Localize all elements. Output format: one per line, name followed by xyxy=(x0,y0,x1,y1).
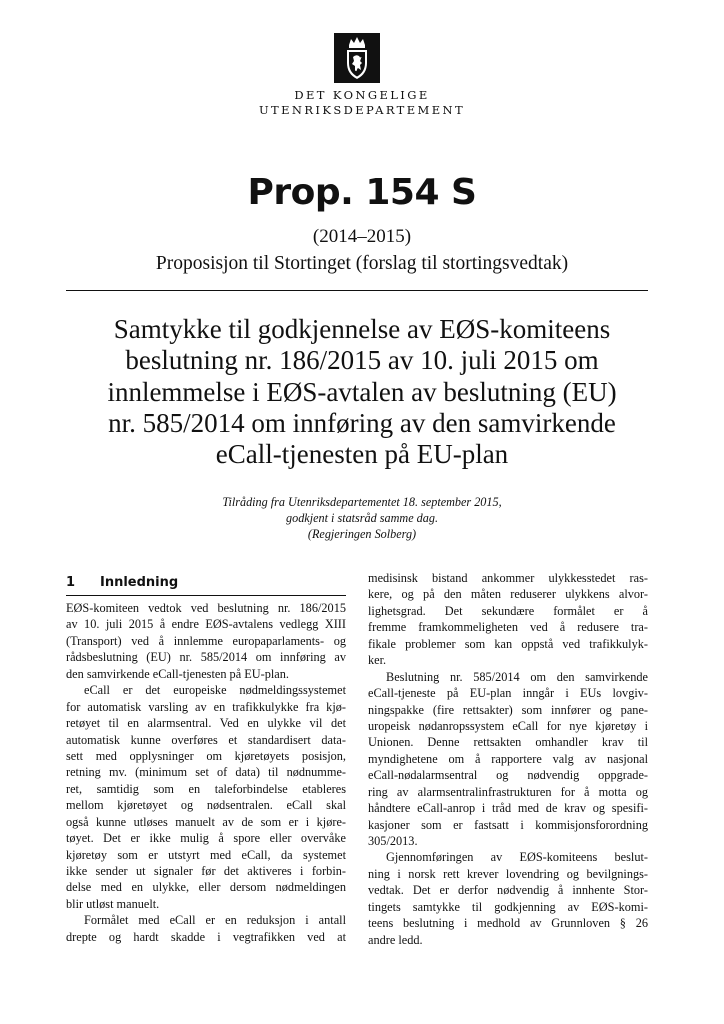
text-line: eCall-tjeneste på EU-plan inngår i EUs lovgiv- xyxy=(368,686,648,701)
text-line: drepte og hardt skadde i vegtrafikken ved at xyxy=(66,929,346,944)
text-line: myndighetene om å rapportere valg av nasjonal xyxy=(368,751,648,766)
main-title-line: innlemmelse i EØS-avtalen av beslutning (EU) xyxy=(107,376,617,407)
proposition-years: (2014–2015) xyxy=(312,226,412,247)
text-line: kere, og på den måten reduserer ulykkens alvor- xyxy=(368,587,648,602)
department-name-line2: UTENRIKSDEPARTEMENT xyxy=(258,103,466,117)
text-line: tøyet. Det er ikke mulig å spore eller overvåke xyxy=(66,831,346,846)
text-line: sett med opplysninger om kjøretøyets posisjon, xyxy=(66,748,346,763)
main-title-line: Samtykke til godkjennelse av EØS-komiteens xyxy=(113,314,611,344)
text-line: blir utløst manuelt. xyxy=(66,896,160,911)
text-line: Formålet med eCall er en reduksjon i antall xyxy=(84,913,346,928)
department-name-line1: DET KONGELIGE xyxy=(294,88,430,102)
proposition-subtitle: Proposisjon til Stortinget (forslag til stortingsvedtak) xyxy=(155,253,569,274)
section-divider xyxy=(66,595,346,596)
main-title xyxy=(60,314,664,470)
text-line: fremme framkommeligheten ved å redusere tra- xyxy=(368,620,648,635)
text-line: 305/2013. xyxy=(368,834,418,848)
section-number: 1 xyxy=(66,575,76,590)
text-line: fikale problemer som kan oppstå ved trafikkulyk- xyxy=(368,636,648,651)
text-line: uropeisk nødanropssystem eCall for nye kjøretøy i xyxy=(368,718,648,733)
text-line: ker. xyxy=(368,653,387,668)
text-line: kasjoner som er fastsatt i kommisjonsforordning xyxy=(368,817,648,832)
text-line: andre ledd. xyxy=(368,932,423,947)
section-title: Innledning xyxy=(100,575,179,590)
recommendation-line: Tilråding fra Utenriksdepartementet 18. september 2015, xyxy=(222,495,502,509)
proposition-title: Prop. 154 S xyxy=(247,172,477,213)
left-column xyxy=(66,600,346,945)
recommendation-line: godkjent i statsråd samme dag. xyxy=(286,510,438,525)
text-line: Gjennomføringen av EØS-komiteens beslut- xyxy=(386,850,648,865)
recommendation-note xyxy=(162,495,562,542)
text-line: teens beslutning i medhold av Grunnloven § 26 xyxy=(368,916,648,931)
text-line: delse med en ulykke, eller dersom nødmeldingen xyxy=(66,880,346,895)
section-heading xyxy=(66,575,346,590)
text-line: automatisk kunne overføres et standardisert data- xyxy=(66,732,346,747)
text-line: av 10. juli 2015 å endre EØS-avtalens vedlegg XIII xyxy=(66,617,346,632)
text-line: retning mv. (minimum set of data) til nødnumme- xyxy=(66,765,346,780)
text-line: for automatisk varsling av en trafikkulykke fra kjø- xyxy=(66,699,346,714)
text-line: Beslutning nr. 585/2014 om den samvirkende xyxy=(386,669,648,684)
text-line: (Transport) ved å innlemme europaparlaments- og xyxy=(66,633,346,648)
text-line: rådsbeslutning (EU) nr. 585/2014 om innføring av xyxy=(66,650,346,665)
text-line: ret, samtidig som en taleforbindelse etableres xyxy=(66,781,346,796)
main-title-line: eCall-tjenesten på EU-plan xyxy=(215,439,509,470)
text-line: retøyet til en alarmsentral. Ved en ulykke vil det xyxy=(66,716,346,731)
title-divider xyxy=(66,290,648,291)
text-line: eCall-nødalarmsentral og nødvendig oppgrade- xyxy=(368,768,648,783)
text-line: EØS-komiteen vedtok ved beslutning nr. 186/2015 xyxy=(66,601,346,615)
text-line: ningspakke (fire rettsakter) som innfører og pane- xyxy=(368,702,648,717)
text-line: eCall er det europeiske nødmeldingssystemet xyxy=(84,683,346,698)
text-line: ning i norsk rett krever lovendring og bevilgnings- xyxy=(368,866,648,881)
text-line: ring av alarmsentralinfrastrukturen for å motta og xyxy=(368,784,648,799)
text-line: vedtak. Det er derfor nødvendig å innhente Stor- xyxy=(368,883,648,898)
text-line: medisinsk bistand ankommer ulykkesstedet ras- xyxy=(368,571,648,585)
main-title-line: nr. 585/2014 om innføring av den samvirkende xyxy=(108,407,616,438)
main-title-line: beslutning nr. 186/2015 av 10. juli 2015 om xyxy=(125,345,599,376)
right-column xyxy=(368,570,648,948)
text-line: kjøretøy som er utstyrt med eCall, da systemet xyxy=(66,847,346,862)
text-line: håndtere eCall-anrop i tråd med de krav og spesifi- xyxy=(368,801,648,816)
text-line: Unionen. Denne rettsakten omhandler krav til xyxy=(368,735,648,750)
text-line: den samvirkende eCall-tjenesten på EU-plan. xyxy=(66,666,289,681)
norwegian-coat-of-arms-icon xyxy=(334,33,380,83)
text-line: tingets samtykke til godkjenning av EØS-komi- xyxy=(368,899,648,914)
recommendation-line: (Regjeringen Solberg) xyxy=(307,526,417,541)
text-line: mellom kjøretøyet og nødsentralen. eCall skal xyxy=(66,798,346,813)
text-line: ikke sender ut signaler før det aktiveres i forbin- xyxy=(66,864,346,878)
text-line: også kunne utløses manuelt av de som er i kjøre- xyxy=(66,814,346,829)
text-line: lighetsgrad. Det sekundære formålet er å xyxy=(368,603,648,618)
